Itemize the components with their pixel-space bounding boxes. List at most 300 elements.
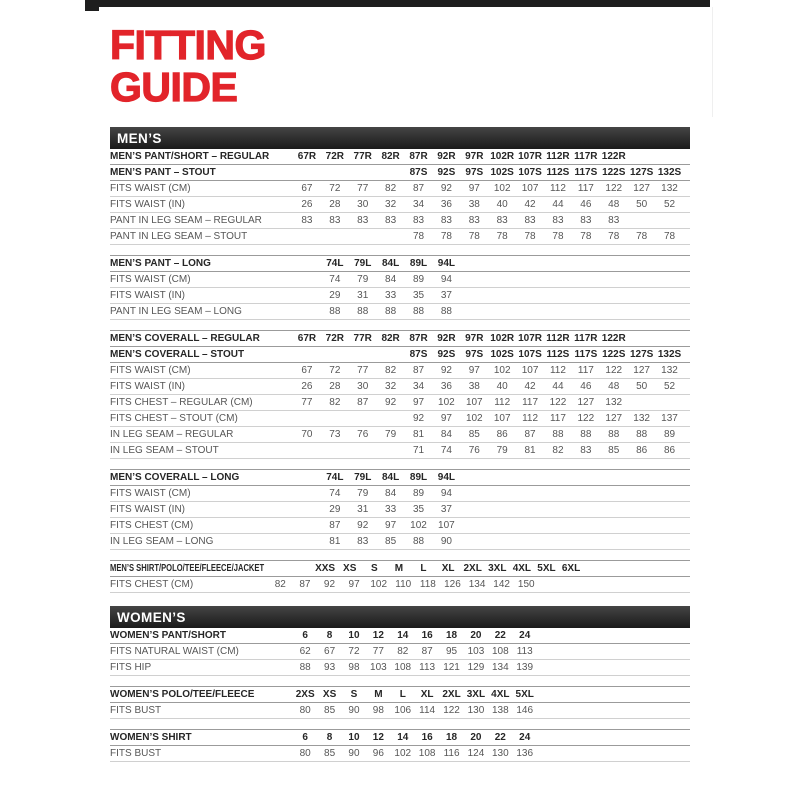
size-value-cell: 81	[412, 429, 425, 440]
size-header-cell: 2XS	[295, 689, 315, 700]
row-label	[110, 183, 293, 194]
table-row	[110, 213, 690, 229]
size-value-cell: 82	[385, 183, 397, 194]
row-label-text: FITS WAIST (CM)	[110, 365, 191, 376]
size-header-cell: 79L	[354, 472, 372, 483]
size-header-cell: 92S	[437, 349, 456, 360]
size-value-cell: 74	[329, 488, 341, 499]
row-label	[110, 520, 293, 531]
size-value-cell: 77	[372, 646, 384, 657]
size-header-cell: 67R	[297, 333, 317, 344]
size-header-cell: 24	[519, 732, 531, 743]
size-value-cell: 83	[357, 215, 369, 226]
row-label	[110, 397, 293, 408]
size-header-cell: 3XL	[488, 563, 507, 574]
size-header-cell: XL	[420, 689, 434, 700]
size-header-cell: 72R	[325, 333, 345, 344]
size-value-cell: 136	[516, 748, 534, 759]
size-table	[110, 729, 690, 762]
size-value-cell: 102	[438, 397, 455, 408]
size-header-cell: S	[370, 563, 378, 574]
size-header-cell: 5XL	[537, 563, 556, 574]
row-label	[110, 630, 293, 641]
size-value-cell: 102	[493, 365, 511, 376]
size-header-cell: XS	[322, 689, 337, 700]
size-value-cell: 88	[440, 306, 452, 317]
size-header-cell: 87S	[409, 167, 428, 178]
size-header-cell: L	[399, 689, 406, 700]
size-header-cell: XL	[441, 563, 455, 574]
table-header-row	[110, 687, 690, 703]
size-value-cell: 52	[663, 381, 676, 392]
size-header-cell: 94L	[437, 472, 456, 483]
size-value-cell: 113	[516, 646, 533, 657]
size-header-cell: 87R	[409, 333, 428, 344]
size-value-cell: 117	[549, 413, 566, 424]
size-value-cell: 31	[357, 504, 369, 515]
size-header-cell: XS	[343, 563, 357, 574]
size-header-cell: 79L	[354, 258, 372, 269]
table-row	[110, 363, 690, 379]
size-value-cell: 83	[580, 215, 592, 226]
size-value-cell: 85	[324, 705, 336, 716]
size-value-cell: 126	[444, 579, 461, 590]
size-header-cell: 24	[519, 630, 531, 641]
size-header-cell: 94L	[437, 258, 456, 269]
size-header-cell: 127S	[629, 167, 654, 178]
row-label-text: MEN’S PANT – LONG	[110, 258, 211, 269]
row-label-text: IN LEG SEAM – REGULAR	[110, 429, 234, 440]
size-header-cell: 102R	[490, 333, 515, 344]
size-value-cell: 79	[357, 488, 369, 499]
size-value-cell: 98	[348, 662, 360, 673]
size-value-cell: 116	[443, 748, 460, 759]
table-header-row	[110, 256, 690, 272]
size-value-cell: 107	[493, 413, 511, 424]
row-label	[110, 365, 293, 376]
size-table	[110, 686, 690, 719]
size-value-cell: 81	[524, 445, 536, 456]
size-value-cell: 127	[633, 183, 650, 194]
row-label	[110, 215, 293, 226]
size-value-cell: 122	[443, 705, 460, 716]
size-header-cell: 102S	[490, 167, 514, 178]
size-header-cell: S	[350, 689, 358, 700]
table-row	[110, 411, 690, 427]
size-value-cell: 83	[496, 215, 508, 226]
size-header-cell: 18	[445, 732, 458, 743]
size-value-cell: 102	[410, 520, 427, 531]
row-label-text: IN LEG SEAM – LONG	[110, 536, 214, 547]
size-value-cell: 102	[493, 183, 511, 194]
size-value-cell: 80	[299, 705, 311, 716]
row-label	[110, 349, 293, 360]
size-value-cell: 67	[301, 183, 313, 194]
size-value-cell: 97	[385, 520, 397, 531]
size-value-cell: 36	[440, 199, 452, 210]
size-value-cell: 127	[605, 413, 623, 424]
size-header-cell: 102R	[490, 151, 515, 162]
row-label	[110, 306, 293, 317]
size-header-cell: 132S	[657, 349, 682, 360]
size-header-cell: 74L	[326, 258, 344, 269]
size-value-cell: 88	[580, 429, 592, 440]
size-value-cell: 102	[465, 413, 483, 424]
size-header-cell: 5XL	[515, 689, 534, 700]
size-value-cell: 108	[394, 662, 412, 673]
table-row	[110, 229, 690, 245]
table-row	[110, 660, 690, 676]
size-value-cell: 92	[385, 397, 397, 408]
row-label-text: MEN’S COVERALL – STOUT	[110, 349, 245, 360]
size-header-cell: 6	[302, 732, 308, 743]
size-value-cell: 150	[517, 579, 535, 590]
row-label	[110, 748, 293, 759]
size-value-cell: 29	[329, 290, 341, 301]
size-value-cell: 139	[516, 662, 534, 673]
size-value-cell: 97	[440, 413, 452, 424]
size-header-cell: 6XL	[561, 563, 581, 574]
size-value-cell: 82	[385, 365, 397, 376]
size-value-cell: 92	[323, 579, 336, 590]
row-label	[110, 732, 293, 743]
size-header-cell: 107S	[518, 349, 542, 360]
size-value-cell: 102	[394, 748, 412, 759]
table-row	[110, 486, 690, 502]
size-header-cell: 112S	[546, 167, 570, 178]
row-label	[110, 579, 268, 590]
size-table	[110, 255, 690, 320]
size-value-cell: 34	[412, 381, 425, 392]
table-row	[110, 304, 690, 320]
size-value-cell: 117	[577, 183, 594, 194]
row-label-text: FITS NATURAL WAIST (CM)	[110, 646, 239, 657]
size-value-cell: 107	[521, 365, 539, 376]
size-header-cell: 67R	[297, 151, 317, 162]
size-header-cell: 6	[302, 630, 308, 641]
table-row	[110, 577, 690, 593]
size-value-cell: 94	[440, 274, 452, 285]
size-value-cell: 78	[496, 231, 508, 242]
row-label-text: MEN’S COVERALL – REGULAR	[110, 333, 260, 344]
size-value-cell: 71	[412, 445, 425, 456]
size-value-cell: 85	[385, 536, 397, 547]
row-label	[110, 689, 293, 700]
size-value-cell: 122	[605, 365, 623, 376]
size-value-cell: 112	[494, 397, 511, 408]
size-value-cell: 137	[661, 413, 678, 424]
size-header-cell: 10	[348, 630, 360, 641]
row-label	[110, 662, 293, 673]
table-row	[110, 197, 690, 213]
size-value-cell: 80	[299, 748, 311, 759]
size-value-cell: 112	[549, 365, 566, 376]
table-row	[110, 703, 690, 719]
size-value-cell: 90	[440, 536, 452, 547]
size-table	[110, 330, 690, 459]
row-label	[110, 381, 293, 392]
size-value-cell: 73	[329, 429, 341, 440]
row-label	[110, 429, 293, 440]
size-header-cell: 22	[494, 630, 506, 641]
table-row	[110, 746, 690, 762]
size-value-cell: 87	[412, 183, 425, 194]
size-value-cell: 83	[468, 215, 480, 226]
row-label-text: FITS CHEST (CM)	[110, 520, 194, 531]
size-header-cell: 8	[326, 732, 333, 743]
size-value-cell: 62	[299, 646, 311, 657]
size-header-cell: 4XL	[512, 563, 532, 574]
size-value-cell: 130	[491, 748, 509, 759]
size-value-cell: 114	[419, 705, 436, 716]
size-value-cell: 87	[524, 429, 536, 440]
size-value-cell: 84	[385, 274, 397, 285]
row-label-text: FITS WAIST (CM)	[110, 183, 191, 194]
row-label-text: FITS CHEST – STOUT (CM)	[110, 413, 238, 424]
size-value-cell: 78	[440, 231, 452, 242]
size-header-cell: 102S	[490, 349, 514, 360]
row-label	[110, 413, 293, 424]
size-value-cell: 117	[522, 397, 539, 408]
size-header-cell: 117R	[574, 333, 598, 344]
size-header-cell: 112S	[546, 349, 570, 360]
size-header-cell: 127S	[629, 349, 654, 360]
size-value-cell: 132	[661, 365, 678, 376]
size-value-cell: 138	[491, 705, 509, 716]
size-value-cell: 89	[412, 488, 425, 499]
size-value-cell: 78	[468, 231, 480, 242]
size-value-cell: 72	[329, 365, 341, 376]
size-value-cell: 79	[385, 429, 397, 440]
size-value-cell: 90	[348, 748, 360, 759]
size-value-cell: 132	[605, 397, 623, 408]
size-header-cell: 132S	[657, 167, 682, 178]
size-value-cell: 92	[440, 365, 452, 376]
table-header-row	[110, 628, 690, 644]
table-row	[110, 288, 690, 304]
size-value-cell: 107	[521, 183, 539, 194]
size-header-cell: 4XL	[491, 689, 510, 700]
size-header-cell: L	[420, 563, 427, 574]
size-value-cell: 83	[329, 215, 341, 226]
size-value-cell: 83	[580, 445, 592, 456]
size-header-cell: 122R	[601, 333, 626, 344]
size-header-cell: 3XL	[466, 689, 486, 700]
size-value-cell: 87	[421, 646, 433, 657]
row-label-text: PANT IN LEG SEAM – LONG	[110, 306, 242, 317]
size-value-cell: 30	[357, 381, 369, 392]
size-value-cell: 26	[301, 381, 313, 392]
page-title	[110, 24, 266, 108]
size-header-cell: 82R	[381, 151, 400, 162]
table-row	[110, 518, 690, 534]
row-label-text: FITS CHEST (CM)	[110, 579, 194, 590]
section-header-bar: MEN’S	[110, 127, 690, 149]
row-label	[110, 199, 293, 210]
size-value-cell: 86	[496, 429, 508, 440]
size-value-cell: 112	[522, 413, 539, 424]
size-header-cell: 117R	[574, 151, 598, 162]
size-header-cell: 97R	[465, 333, 484, 344]
size-value-cell: 88	[299, 662, 311, 673]
size-value-cell: 103	[370, 662, 387, 673]
size-value-cell: 35	[412, 504, 425, 515]
size-value-cell: 118	[419, 579, 436, 590]
row-label	[110, 258, 293, 269]
row-label-text: PANT IN LEG SEAM – STOUT	[110, 231, 248, 242]
size-value-cell: 28	[329, 199, 341, 210]
row-label-text: MEN’S PANT – STOUT	[110, 167, 216, 178]
size-header-cell: 117S	[574, 167, 598, 178]
title-line-2: GUIDE	[110, 64, 238, 110]
size-value-cell: 70	[301, 429, 313, 440]
table-header-row	[110, 149, 690, 165]
row-label-text: FITS BUST	[110, 748, 162, 759]
size-header-cell: 87R	[409, 151, 428, 162]
size-value-cell: 108	[418, 748, 436, 759]
size-value-cell: 113	[419, 662, 436, 673]
row-label	[110, 504, 293, 515]
size-value-cell: 79	[496, 445, 508, 456]
size-guide-sections	[110, 127, 690, 762]
size-value-cell: 88	[552, 429, 564, 440]
row-label	[110, 167, 293, 178]
size-value-cell: 84	[385, 488, 397, 499]
size-value-cell: 112	[549, 183, 566, 194]
size-header-cell: 2XL	[442, 689, 461, 700]
size-value-cell: 52	[663, 199, 676, 210]
size-value-cell: 88	[636, 429, 648, 440]
size-header-cell: 112R	[546, 151, 570, 162]
table-row	[110, 534, 690, 550]
page-top-strip	[85, 0, 710, 7]
table-row	[110, 181, 690, 197]
size-value-cell: 83	[357, 536, 369, 547]
size-header-cell: 117S	[574, 349, 598, 360]
size-header-cell: M	[374, 689, 383, 700]
size-value-cell: 87	[412, 365, 425, 376]
page-edge-line	[712, 7, 713, 117]
size-value-cell: 129	[467, 662, 485, 673]
size-value-cell: 28	[329, 381, 341, 392]
size-header-cell: 112R	[546, 333, 570, 344]
row-label	[110, 646, 293, 657]
size-value-cell: 83	[440, 215, 452, 226]
size-value-cell: 30	[357, 199, 369, 210]
table-header-row	[110, 561, 690, 577]
size-value-cell: 76	[468, 445, 480, 456]
size-header-cell: 18	[445, 630, 458, 641]
size-value-cell: 132	[661, 183, 678, 194]
row-label-text: IN LEG SEAM – STOUT	[110, 445, 219, 456]
table-header-row	[110, 331, 690, 347]
size-header-cell: 92R	[437, 333, 456, 344]
size-value-cell: 46	[580, 381, 592, 392]
size-value-cell: 102	[370, 579, 388, 590]
size-value-cell: 97	[412, 397, 425, 408]
size-value-cell: 76	[357, 429, 369, 440]
size-value-cell: 40	[496, 381, 508, 392]
row-label	[110, 488, 293, 499]
size-value-cell: 146	[516, 705, 534, 716]
size-value-cell: 77	[301, 397, 313, 408]
size-value-cell: 108	[491, 646, 509, 657]
size-value-cell: 97	[468, 183, 480, 194]
size-value-cell: 31	[357, 290, 369, 301]
size-value-cell: 103	[467, 646, 485, 657]
size-table	[110, 469, 690, 550]
size-value-cell: 94	[440, 488, 452, 499]
size-value-cell: 127	[577, 397, 595, 408]
size-header-cell: 87S	[409, 349, 428, 360]
size-header-cell: 107R	[518, 151, 543, 162]
row-label-text: FITS BUST	[110, 705, 162, 716]
size-header-cell: 82R	[381, 333, 400, 344]
size-value-cell: 82	[397, 646, 409, 657]
size-value-cell: 78	[524, 231, 536, 242]
table-row	[110, 502, 690, 518]
size-value-cell: 44	[552, 381, 564, 392]
size-value-cell: 88	[608, 429, 620, 440]
size-header-cell: 122S	[602, 349, 626, 360]
size-header-cell: 77R	[353, 333, 372, 344]
size-value-cell: 85	[608, 445, 620, 456]
size-value-cell: 92	[440, 183, 452, 194]
row-label-text: FITS WAIST (IN)	[110, 504, 185, 515]
row-label-text: FITS WAIST (CM)	[110, 488, 191, 499]
size-value-cell: 127	[633, 365, 650, 376]
size-value-cell: 93	[324, 662, 336, 673]
size-value-cell: 88	[385, 306, 397, 317]
size-header-cell: 20	[470, 630, 482, 641]
size-value-cell: 33	[385, 504, 397, 515]
size-header-cell: 20	[470, 732, 482, 743]
size-value-cell: 44	[552, 199, 564, 210]
row-label-text: WOMEN’S SHIRT	[110, 732, 192, 743]
size-header-cell: 74L	[326, 472, 344, 483]
size-value-cell: 88	[412, 536, 425, 547]
row-label-text: FITS WAIST (CM)	[110, 274, 191, 285]
row-label	[110, 231, 293, 242]
size-value-cell: 32	[385, 381, 397, 392]
size-value-cell: 36	[440, 381, 452, 392]
size-value-cell: 87	[299, 579, 311, 590]
size-header-cell: 12	[372, 630, 384, 641]
size-value-cell: 124	[467, 748, 485, 759]
size-value-cell: 88	[329, 306, 341, 317]
size-header-cell: 12	[372, 732, 384, 743]
size-header-cell: 16	[421, 630, 433, 641]
size-value-cell: 122	[605, 183, 623, 194]
size-header-cell: 84L	[382, 472, 400, 483]
size-header-cell: 92R	[437, 151, 456, 162]
size-value-cell: 106	[394, 705, 412, 716]
row-label-text: FITS HIP	[110, 662, 152, 673]
row-label-text: FITS WAIST (IN)	[110, 381, 185, 392]
size-value-cell: 97	[348, 579, 360, 590]
size-header-cell: 84L	[382, 258, 400, 269]
size-value-cell: 37	[440, 504, 452, 515]
row-label-text: MEN’S COVERALL – LONG	[110, 472, 240, 483]
size-value-cell: 134	[491, 662, 509, 673]
size-value-cell: 50	[636, 381, 648, 392]
size-header-cell: 14	[397, 732, 409, 743]
size-value-cell: 87	[357, 397, 369, 408]
size-value-cell: 78	[552, 231, 564, 242]
size-value-cell: 96	[372, 748, 384, 759]
size-value-cell: 107	[465, 397, 483, 408]
size-value-cell: 87	[329, 520, 341, 531]
